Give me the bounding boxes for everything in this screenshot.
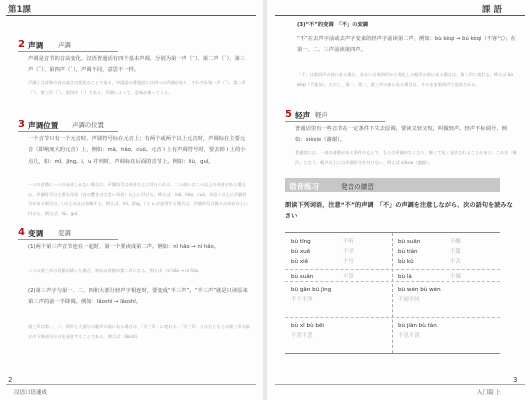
table-cell [398,257,414,267]
paragraph-neutral-tone-jp: 普通話には、一部の音節がある条件のもとで、もとの声調がなくなり、軽くて短く発音されることがある。これを「軽声」と言う。軽声の上には声調符号を付けない。例えば xièxie（謝謝）。 [295,150,517,165]
cell-pinyin: bù wén bù wèn [398,287,441,293]
paragraph-neutral-tone: 普通话里有一些音节在一定条件下失去原调，要读又轻又短，叫做轻声。轻声不标调号，例如：xièxie（谢谢）。 [295,126,507,144]
paragraph-tone-sandhi-2: (2)第三声字与第一、二、四和大部分轻声字相连时，要变成“半三声”。“半三声”就是只读原来第三声的前一半降调。例如：lǎoshī → lǎoshī。 [28,288,248,306]
cell-pinyin: bù xī bù bēi [291,323,324,329]
cell-pinyin: bù suàn [291,274,314,280]
cell-pinyin: bù suān [398,239,421,245]
table-cell [291,237,311,247]
section-4-heading [18,228,218,240]
cell-hanzi: 不干不净 [291,297,313,303]
subsection-title-bu: (3)“不”的变调 「不」の変調 [297,22,369,28]
page-header: 課 語 [482,5,502,15]
page-number: 2 [8,376,13,384]
cell-pinyin: bù tián [398,249,418,255]
cell-hanzi: 不算 [343,274,354,280]
paragraph-tone-sandhi-1: (1)两个第三声音节连在一起时，第一个要读成第二声。例如：nǐ hǎo → ní hǎo。 [28,244,220,250]
table-cell [291,285,331,305]
paragraph-tones-jp: 声調とは音節の音の高さの変化のことである。中国語の普通話には四つの声調があり、それぞれ第一声（¯）、第二声（ˊ）、第三声（ˇ）、第四声（ˋ）である。声調によって、意味が違ってくる。 [28,80,246,95]
section-number: 5 [285,109,292,120]
table-cell [343,272,354,282]
section-number: 4 [18,227,25,238]
cell-hanzi: 不听 [343,239,354,245]
page-header: 第1課 [8,5,31,15]
paragraph-tone-sandhi-1-jp: 二つの第三声の音節が続いた場合、初めの音節が第二声になる。例えば：nǐ hǎo → ní hǎo。 [28,268,203,273]
page-number: 3 [513,376,518,384]
cell-hanzi: 不辣 [450,274,461,280]
cell-pinyin: bù kǔ [398,259,414,265]
section-title: 变调 [28,229,44,238]
section-title-jp: 軽声 [315,111,328,119]
section-underline [285,121,385,122]
table-cell [398,272,412,282]
cell-pinyin: bù là [398,274,412,280]
table-cell [450,257,461,267]
paragraph-bu-jp: 「不」は第四声の前にある場合、あるいは第四声から変化した軽声の前にある場合は、第二声に変わる。例えば bú kèqi（不客気）。ただし、第一、第二、第三声の前にある場合は、そのまま第四声で発音される。 [297,72,514,87]
footer-title: 汉语口语速成 [14,390,48,396]
table-cell [291,321,324,341]
section-title-jp: 変調 [58,229,71,237]
row-divider [285,317,500,318]
cell-hanzi: 不学 [343,249,354,255]
cell-hanzi: 不苦 [450,259,461,265]
section-number: 2 [18,39,25,50]
section-2-heading [18,40,218,52]
cell-pinyin: bù xuě [291,249,311,255]
section-title-jp: 声調 [58,41,71,49]
practice-banner [285,178,500,192]
header-rule [6,15,256,16]
paragraph-bu: “不”在去声字前或去声字变来的轻声字前读第二声，例如：bù kèqi → bú kèqi（不客气）；在第一、二、三声前读第四声。 [297,36,516,54]
table-cell [450,237,461,247]
footer-title: 入门篇 上 [477,390,501,396]
table-cell [343,237,354,247]
row-divider [285,269,500,270]
section-underline [18,239,118,240]
cell-hanzi: 不闻不问 [398,297,420,303]
table-cell [291,257,308,267]
paragraph-tone-sandhi-2-jp: 第三声は第一、二、四声と大部分の軽声の前にある場合は、「半三声」に変わる。「半三声」とはもともとの第三声の前半の下降部分だけを発音することである。例えば：lǎoshī。 [28,324,250,339]
cell-pinyin: bù jiān bù tān [398,323,437,329]
practice-instruction: 朗读下列词语，注意“不”的声调 「不」の声調を注意しながら、次の語句を読みなさい [285,202,513,220]
footer-rule [275,384,525,385]
row-divider [285,281,500,282]
practice-title: 语音练习 [289,182,319,191]
cell-hanzi: 不见不谈 [398,333,420,339]
table-cell [450,247,461,257]
table-cell [291,272,313,282]
table-cell [398,237,420,247]
paragraph-tones: 声调是音节的音高变化。汉语普通话有四个基本声调，分别为第一声（¯）、第二声（ˊ）、第三声（ˇ）、第四声（ˋ）。声调不同，意思不一样。 [28,56,246,74]
cell-pinyin: bù xiě [291,259,309,265]
column-divider [392,233,393,353]
cell-hanzi: 不甜 [450,249,461,255]
section-underline [18,51,118,52]
section-title-jp: 声調の位置 [72,121,104,129]
cell-pinyin: bù gān bù jìng [291,287,332,293]
table-cell [398,285,441,305]
paragraph-tone-position: 一个音节只有一个元音时，声调符号标在元音上；有两个或两个以上元音时，声调标在主要元音（即响度大的元音）上，例如：mā，hǎo，cuò。元音 i 上有声调符号时，要去掉 i 上的小点儿，如：mǐ，jīng。i，u 并列时，声调标在后面的音节上。例如：liù，guǐ。 [28,136,246,165]
left-page [0,0,263,400]
header-rule [275,15,525,16]
section-3-heading [18,120,218,132]
cell-hanzi: 不喜不悲 [291,333,313,339]
section-number: 3 [18,119,25,130]
footer-rule [6,384,256,385]
section-title: 声调 [28,41,44,50]
section-5-heading [285,110,485,122]
table-cell [450,272,461,282]
cell-hanzi: 不酸 [450,239,461,245]
practice-table [285,232,500,354]
table-cell [398,321,437,341]
cell-pinyin: bù tīng [291,239,311,245]
table-cell [398,247,418,257]
right-page [267,0,530,400]
paragraph-tone-position-jp: 一つの音節に一つの母音しかない場合は、声調符号は母音の上に付けられる。二つ或いは二つ以上の母音がある場合は、声調符号は主要な母音（音の響きの大きい母音）の上に付ける。例えば、mā，hǎo，cuò。母音 i の上に声調符号がある場合は、i の上の点は省略する。例えば、mǐ，jīng。i と u が並列する場合は、声調符号は後ろの母音の上に付ける。例えば、liù，guǐ。 [28,182,249,216]
cell-hanzi: 不写 [343,259,354,265]
section-title: 声调位置 [28,121,59,130]
table-cell [343,257,354,267]
table-cell [291,247,310,257]
section-underline [18,131,118,132]
table-cell [343,247,354,257]
practice-subtitle: 発音の練習 [341,183,374,191]
section-title: 轻声 [295,111,311,120]
